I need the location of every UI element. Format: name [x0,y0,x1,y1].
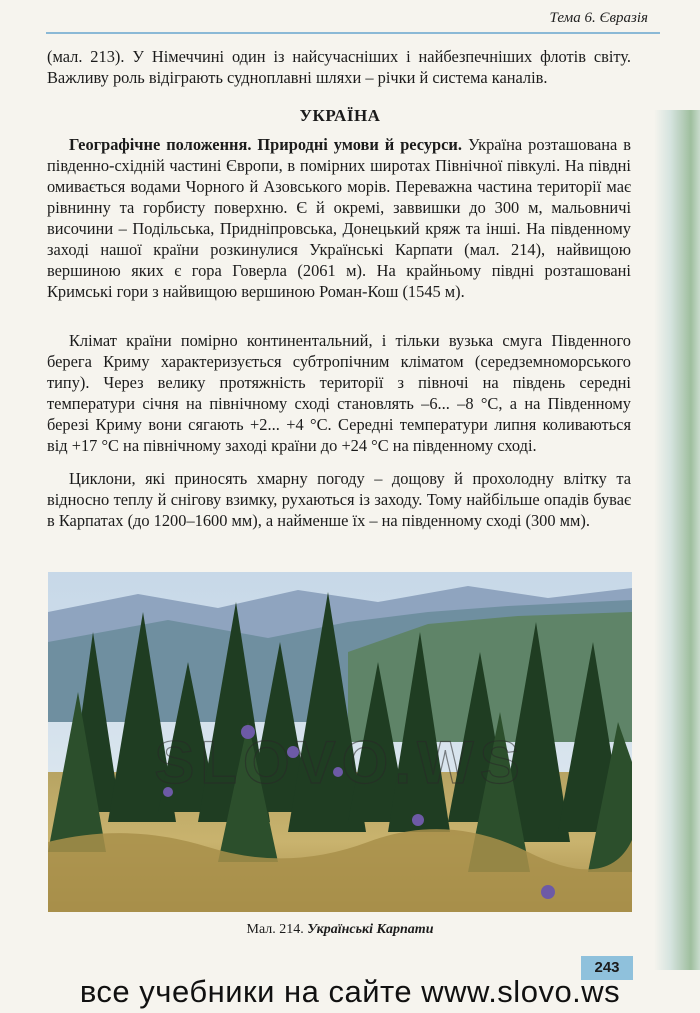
intro-paragraph: (мал. 213). У Німеччині один із найсучасніших і найбезпечніших флотів світу. Важливу роль відіграють судноплавні шляхи – річки й система каналів. [47,47,631,87]
figure-caption [0,922,680,938]
paragraph-climate: Клімат країни помірно континентальний, і тільки вузька смуга Південного берега Криму характеризується субтропічним кліматом (середземноморського типу). Через велику протяжність території з півночі на південь середні температури січня на північному сході становлять –6... –8 °С, а на Південному березі Криму вони сягають +2... +4 °С. Середні температури липня коливаються від +17 °С на північному заході країни до +24 °С на південному сході. [47,331,631,455]
header-topic: Євразія [599,10,648,26]
section-title: УКРАЇНА [299,106,381,125]
paragraph-lead: Географічне положення. Природні умови й ресурси. [69,135,462,154]
paragraph-geography-body: Україна розташована в південно-східній частині Європи, в помірних широтах Північної півкулі. На півдні омивається водами Чорного й Азовського морів. Переважна частина території має рівнинну та горбисту поверхню. Є й окремі, заввишки до 300 м, мальовничі височини – Подільська, Придніпровська, Донецький кряж та інші. На південному заході нашої країни розкинулися Українські Карпати (мал. 214), найвищою вершиною яких є гора Говерла (2061 м). На крайньому півдні розташовані Кримські гори з найвищою вершиною Роман-Кош (1545 м). [47,135,631,301]
footer-watermark: все учебники на сайте www.slovo.ws [79,974,621,1009]
paragraph-geography [47,134,631,302]
caption-title: Українські Карпати [307,922,434,937]
caption-number: Мал. 214. [246,922,304,937]
page-edge-decoration [654,110,700,970]
photo-watermark: SLOVO.WS [154,729,526,796]
running-header [46,6,660,34]
header-text [550,10,648,27]
header-chapter: Тема 6. [549,10,596,26]
paragraph-precipitation: Циклони, які приносять хмарну погоду – дощову й прохолодну влітку та відносно теплу й снігову взимку, рухаються із заходу. Тому найбільше опадів буває в Карпатах (до 1200–1600 мм), а найменше їх – на південному сході (300 мм). [47,469,631,530]
page-number: 243 [581,956,633,980]
